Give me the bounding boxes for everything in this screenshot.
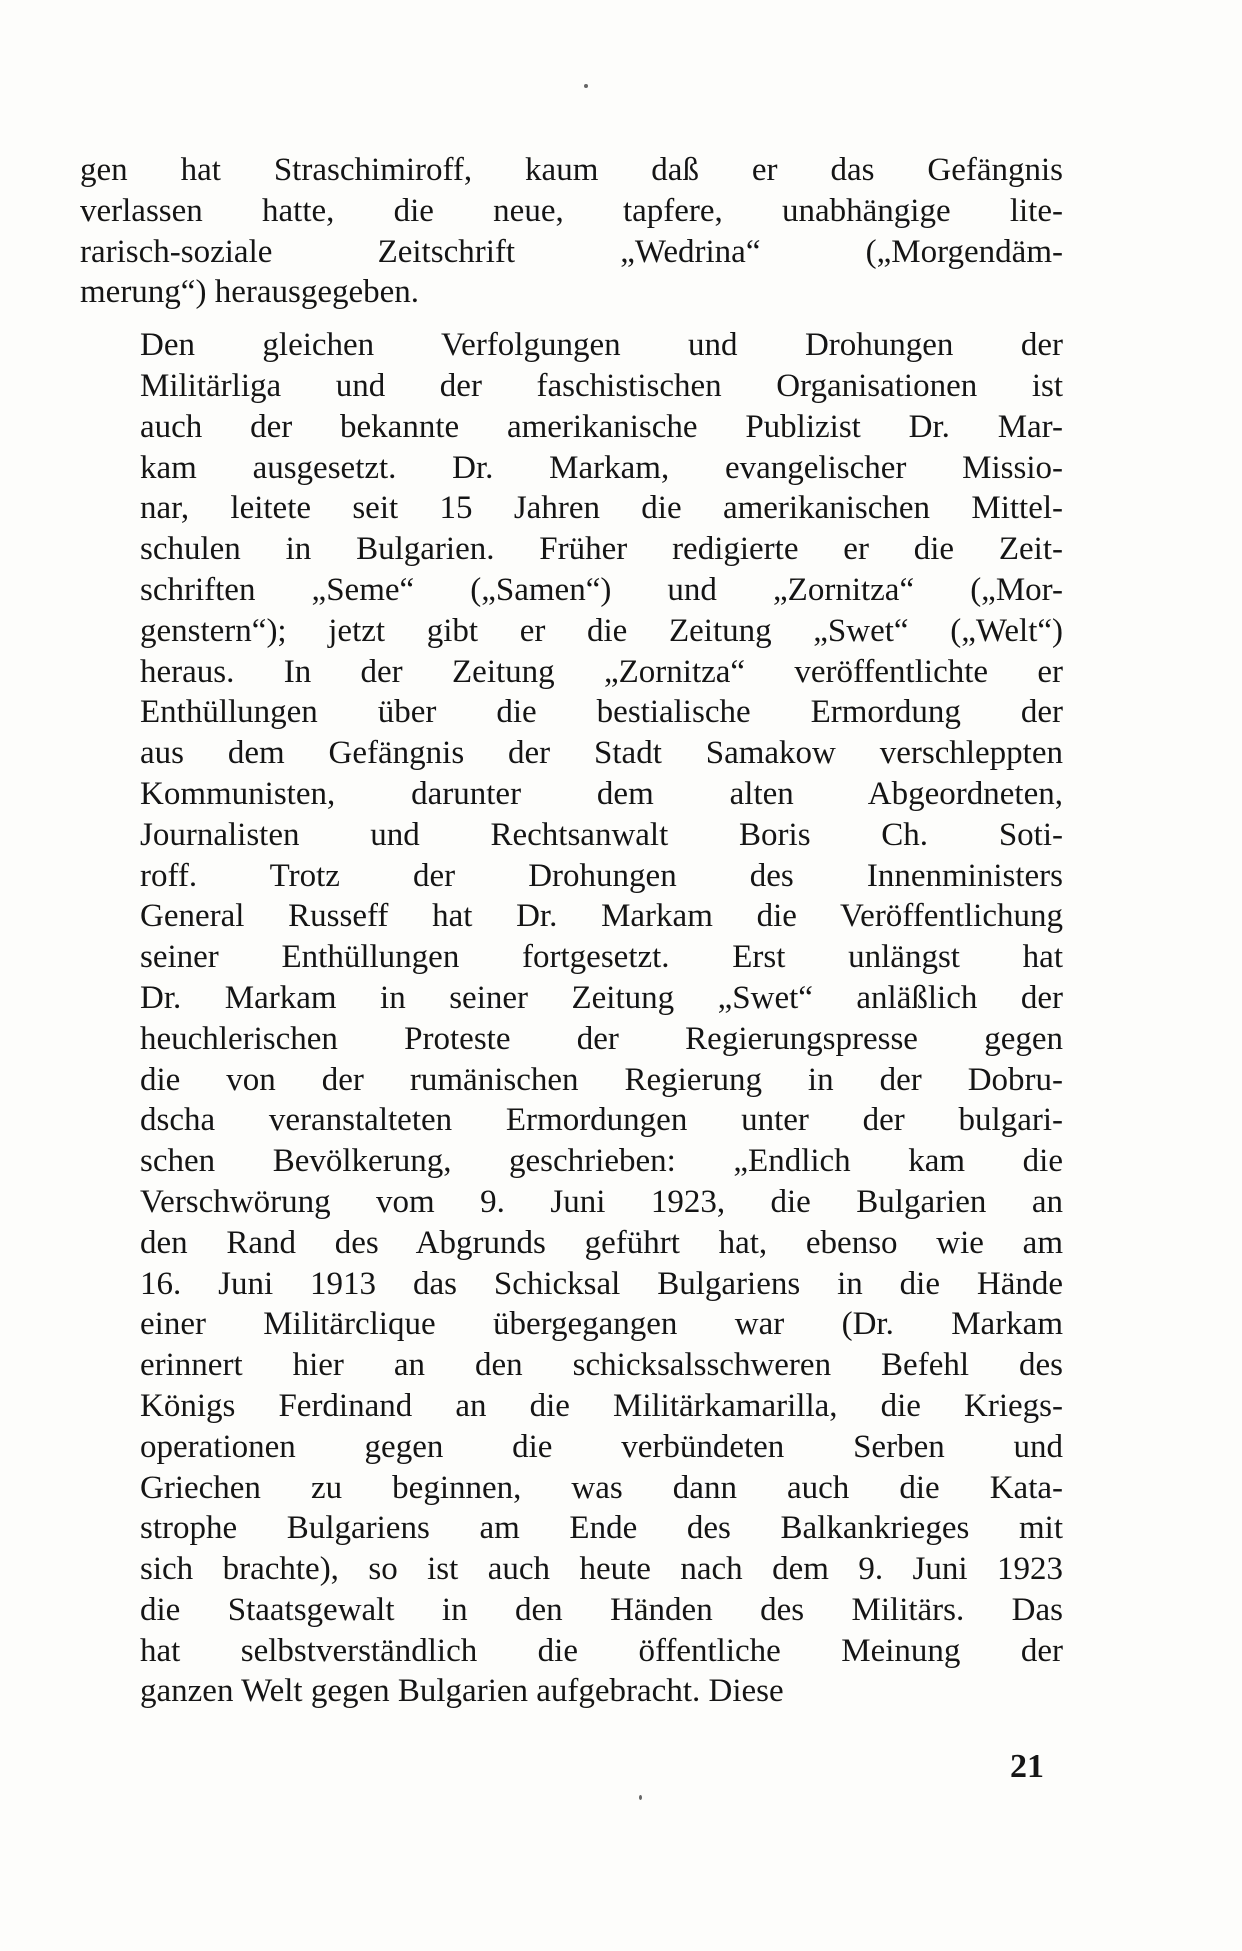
text-line: erinnert hier an den schicksalsschweren Befehl des bbox=[140, 1347, 1063, 1384]
paragraph bbox=[80, 150, 1063, 313]
text-line: heraus. In der Zeitung „Zornitza“ veröffentlichte er bbox=[140, 653, 1063, 690]
text-line: Enthüllungen über die bestialische Ermordung der bbox=[140, 694, 1063, 731]
text-line: rarisch-soziale Zeitschrift „Wedrina“ („Morgendäm- bbox=[80, 233, 1063, 270]
text-line: schriften „Seme“ („Samen“) und „Zornitza“ („Mor- bbox=[140, 571, 1063, 608]
text-line: schen Bevölkerung, geschrieben: „Endlich kam die bbox=[140, 1143, 1063, 1180]
text-line: Kommunisten, darunter dem alten Abgeordneten, bbox=[140, 775, 1063, 812]
text-line: 16. Juni 1913 das Schicksal Bulgariens in die Hände bbox=[140, 1265, 1063, 1302]
text-line: genstern“); jetzt gibt er die Zeitung „Swet“ („Welt“) bbox=[140, 612, 1063, 649]
text-line: strophe Bulgariens am Ende des Balkankrieges mit bbox=[140, 1510, 1063, 1547]
text-line: General Russeff hat Dr. Markam die Veröffentlichung bbox=[140, 898, 1063, 935]
text-line: Journalisten und Rechtsanwalt Boris Ch. Soti- bbox=[140, 816, 1063, 853]
text-line: gen hat Straschimiroff, kaum daß er das Gefängnis bbox=[80, 152, 1063, 188]
text-line: Griechen zu beginnen, was dann auch die Kata- bbox=[140, 1469, 1063, 1506]
text-line: dscha veranstalteten Ermordungen unter der bulgari- bbox=[140, 1102, 1063, 1139]
text-line: sich brachte), so ist auch heute nach dem 9. Juni 1923 bbox=[140, 1551, 1063, 1588]
text-line: schulen in Bulgarien. Früher redigierte er die Zeit- bbox=[140, 531, 1063, 568]
page-number: 21 bbox=[1010, 1748, 1044, 1785]
text-line: roff. Trotz der Drohungen des Innenministers bbox=[140, 857, 1063, 894]
text-line: hat selbstverständlich die öffentliche Meinung der bbox=[140, 1632, 1063, 1669]
text-line: Dr. Markam in seiner Zeitung „Swet“ anläßlich der bbox=[140, 979, 1063, 1016]
body-text bbox=[80, 150, 1063, 1712]
text-line: merung“) herausgegeben. bbox=[80, 274, 420, 311]
text-line: verlassen hatte, die neue, tapfere, unabhängige lite- bbox=[80, 192, 1063, 229]
text-line: ganzen Welt gegen Bulgarien aufgebracht. Diese bbox=[140, 1673, 784, 1710]
text-line: auch der bekannte amerikanische Publizist Dr. Mar- bbox=[140, 408, 1063, 445]
paragraph bbox=[80, 325, 1063, 1712]
text-line: seiner Enthüllungen fortgesetzt. Erst unlängst hat bbox=[140, 939, 1063, 976]
text-line: Militärliga und der faschistischen Organisationen ist bbox=[140, 367, 1063, 404]
text-line: die Staatsgewalt in den Händen des Militärs. Das bbox=[140, 1591, 1063, 1628]
text-line: die von der rumänischen Regierung in der Dobru- bbox=[140, 1061, 1063, 1098]
text-line: aus dem Gefängnis der Stadt Samakow verschleppten bbox=[140, 735, 1063, 772]
text-line: operationen gegen die verbündeten Serben und bbox=[140, 1428, 1063, 1465]
text-line: Verschwörung vom 9. Juni 1923, die Bulgarien an bbox=[140, 1183, 1063, 1220]
text-line: nar, leitete seit 15 Jahren die amerikanischen Mittel- bbox=[140, 490, 1063, 527]
text-line: einer Militärclique übergegangen war (Dr. Markam bbox=[140, 1306, 1063, 1343]
text-line: Königs Ferdinand an die Militärkamarilla, die Kriegs- bbox=[140, 1387, 1063, 1424]
print-speck bbox=[584, 84, 588, 88]
print-speck bbox=[639, 1795, 642, 1800]
text-line: Den gleichen Verfolgungen und Drohungen der bbox=[140, 327, 1063, 364]
text-line: kam ausgesetzt. Dr. Markam, evangelischer Missio- bbox=[140, 449, 1063, 486]
text-line: den Rand des Abgrunds geführt hat, ebenso wie am bbox=[140, 1224, 1063, 1261]
text-line: heuchlerischen Proteste der Regierungspresse gegen bbox=[140, 1020, 1063, 1057]
